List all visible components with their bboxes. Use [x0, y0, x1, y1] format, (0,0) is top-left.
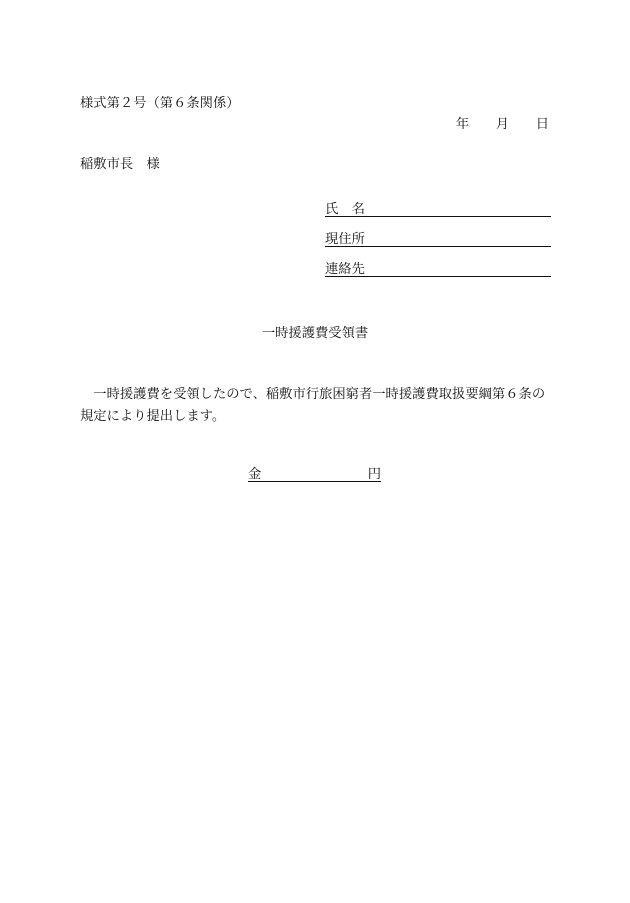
address-field	[325, 232, 551, 247]
body-paragraph	[80, 387, 552, 431]
name-field-label: 氏 名	[325, 201, 365, 216]
body-line: 一時援護費を受領したので、稲敷市行旅困窮者一時援護費取扱要綱第６条の	[80, 386, 546, 401]
form-number: 様式第２号（第６条関係）	[80, 95, 240, 110]
amount-field	[248, 467, 381, 482]
contact-field-label: 連絡先	[325, 261, 365, 276]
address-field-label: 現住所	[325, 231, 365, 246]
amount-suffix: 円	[367, 466, 381, 481]
contact-field	[325, 262, 551, 277]
amount-prefix: 金	[248, 466, 262, 481]
addressee: 稲敷市長 様	[80, 156, 160, 171]
body-line: 規定により提出します。	[80, 408, 226, 423]
document-title: 一時援護費受領書	[261, 325, 369, 340]
name-field	[325, 202, 551, 217]
date-line: 年 月 日	[455, 116, 549, 131]
